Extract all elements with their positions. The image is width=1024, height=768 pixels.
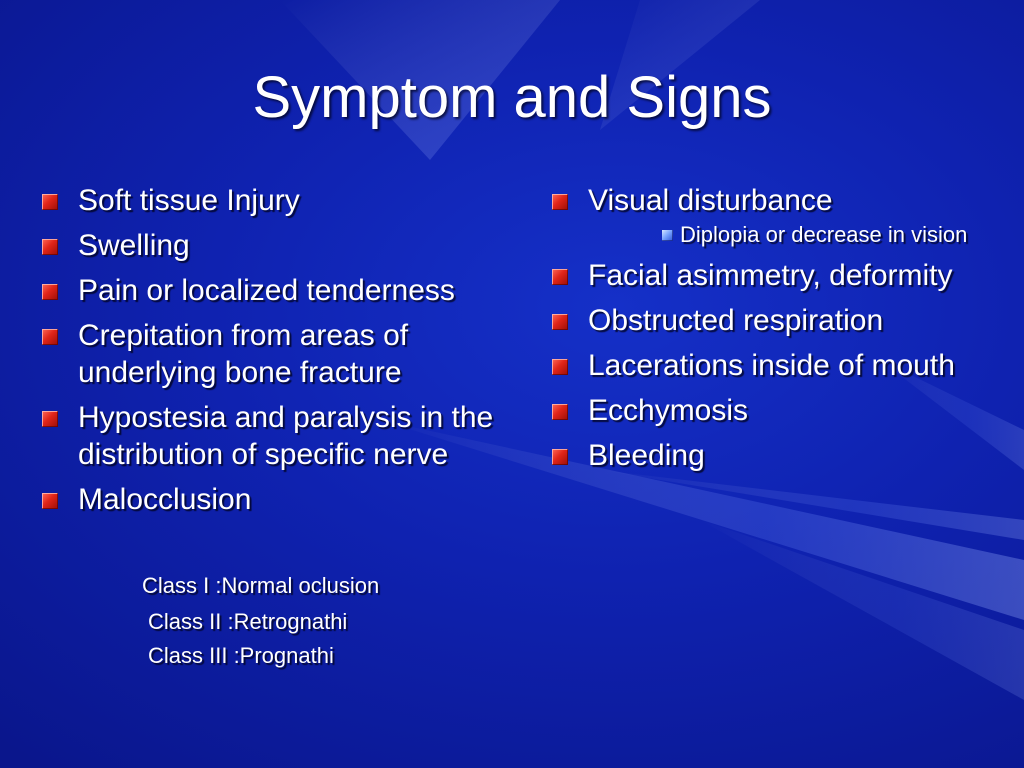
left-bullet-list	[40, 182, 520, 526]
square-bullet-icon	[42, 284, 58, 300]
square-bullet-icon	[552, 194, 568, 210]
list-item	[550, 257, 1020, 294]
square-bullet-icon	[552, 269, 568, 285]
list-item	[40, 227, 520, 264]
list-item	[550, 437, 1020, 474]
list-item	[550, 182, 1020, 219]
list-item	[40, 399, 520, 473]
slide-title: Symptom and Signs	[252, 65, 772, 130]
sub-list-item	[550, 221, 1020, 249]
small-square-bullet-icon	[662, 230, 673, 241]
list-item-text: Pain or localized tenderness	[78, 274, 455, 307]
square-bullet-icon	[42, 493, 58, 509]
malocclusion-class-ii: Class II :Retrognathi	[148, 609, 348, 634]
list-item-text: Malocclusion	[78, 483, 252, 516]
right-bullet-list	[550, 182, 1020, 482]
list-item	[40, 182, 520, 219]
square-bullet-icon	[552, 314, 568, 330]
square-bullet-icon	[42, 194, 58, 210]
square-bullet-icon	[42, 411, 58, 427]
list-item-text: Soft tissue Injury	[78, 184, 300, 217]
list-item-text: Bleeding	[588, 439, 705, 472]
list-item-text: Crepitation from areas of underlying bone fracture	[78, 319, 409, 389]
list-item-text: Visual disturbance	[588, 184, 833, 217]
list-item	[40, 481, 520, 518]
malocclusion-class-i: Class I :Normal oclusion	[142, 573, 380, 598]
list-item	[40, 272, 520, 309]
list-item	[550, 302, 1020, 339]
list-item-text: Obstructed respiration	[588, 304, 884, 337]
list-item	[40, 317, 520, 391]
list-item-text: Lacerations inside of mouth	[588, 349, 955, 382]
square-bullet-icon	[552, 449, 568, 465]
list-item-text: Swelling	[78, 229, 190, 262]
list-item	[550, 347, 1020, 384]
square-bullet-icon	[42, 239, 58, 255]
sub-list-item-text: Diplopia or decrease in vision	[680, 222, 968, 247]
list-item-text: Hypostesia and paralysis in the distribution of specific nerve	[78, 401, 494, 471]
list-item	[550, 392, 1020, 429]
square-bullet-icon	[552, 359, 568, 375]
list-item-text: Facial asimmetry, deformity	[588, 259, 953, 292]
malocclusion-class-iii: Class III :Prognathi	[148, 643, 334, 668]
list-item-text: Ecchymosis	[588, 394, 749, 427]
square-bullet-icon	[552, 404, 568, 420]
square-bullet-icon	[42, 329, 58, 345]
